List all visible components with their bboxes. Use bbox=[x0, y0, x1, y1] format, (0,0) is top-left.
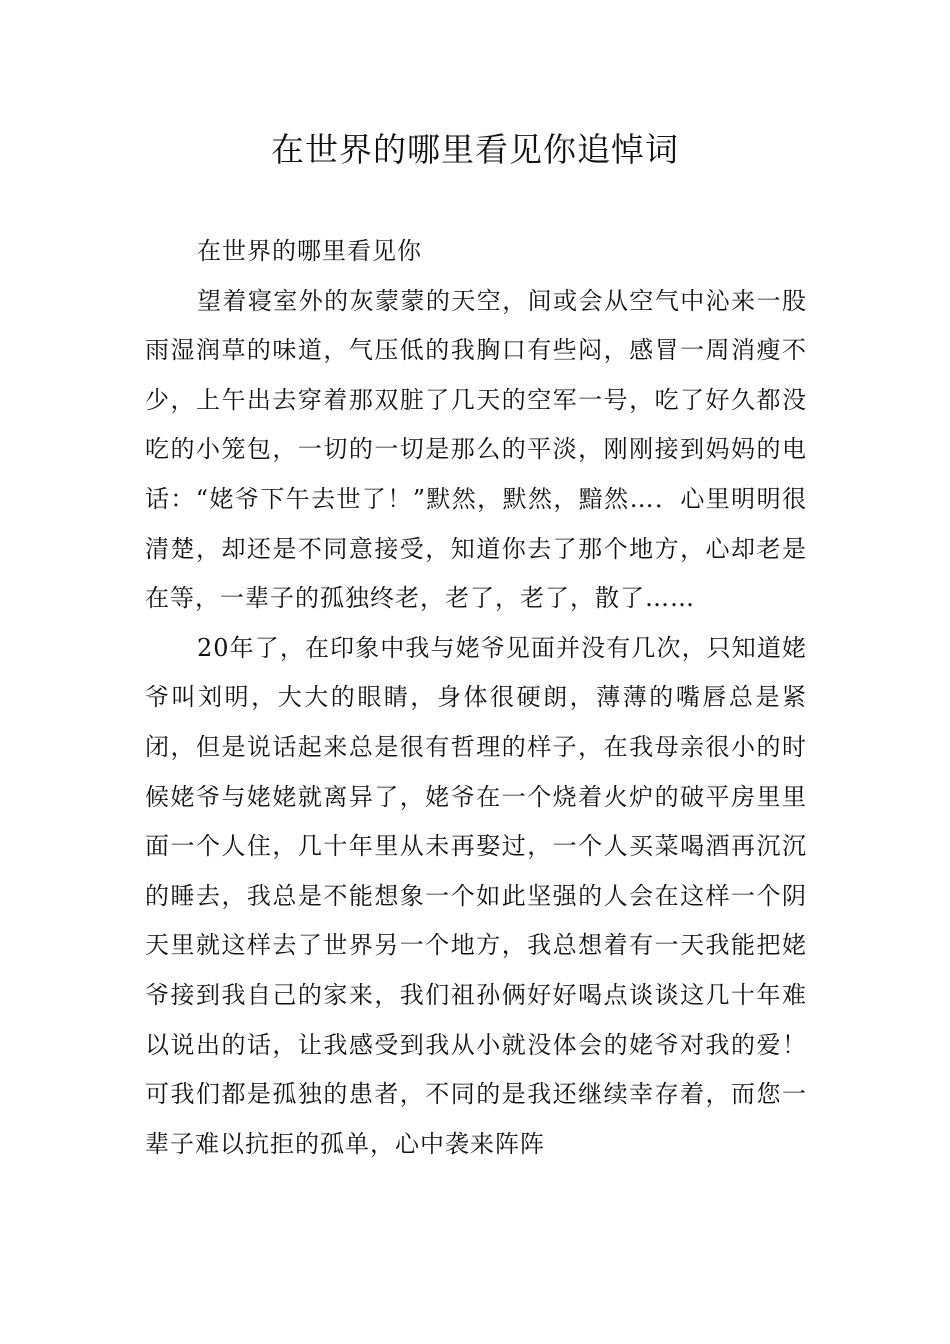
document-body bbox=[145, 227, 807, 1169]
paragraph-subtitle: 在世界的哪里看见你 bbox=[197, 237, 422, 265]
paragraph-1: 望着寝室外的灰蒙蒙的天空，间或会从空气中沁来一股雨湿润草的味道，气压低的我胸口有些闷，感冒一周消瘦不少，上午出去穿着那双脏了几天的空军一号，吃了好久都没吃的小笼包，一切的一切是那么的平淡，刚刚接到妈妈的电话：“姥爷下午去世了！”默然，默然，黯然…．心里明明很清楚，却还是不同意接受，知道你去了那个地方，心却老是在等，一辈子的孤独终老，老了，老了，散了…… bbox=[145, 286, 807, 613]
document-title: 在世界的哪里看见你追悼词 bbox=[271, 130, 679, 169]
paragraph-2: 20年了，在印象中我与姥爷见面并没有几次，只知道姥爷叫刘明，大大的眼睛，身体很硬朗，薄薄的嘴唇总是紧闭，但是说话起来总是很有哲理的样子，在我母亲很小的时候姥爷与姥姥就离异了，姥爷在一个烧着火炉的破平房里里面一个人住，几十年里从未再娶过，一个人买菜喝酒再沉沉的睡去，我总是不能想象一个如此坚强的人会在这样一个阴天里就这样去了世界另一个地方，我总想着有一天我能把姥爷接到我自己的家来，我们祖孙俩好好喝点谈谈这几十年难以说出的话，让我感受到我从小就没体会的姥爷对我的爱！可我们都是孤独的患者，不同的是我还继续幸存着，而您一辈子难以抗拒的孤单，心中袭来阵阵 bbox=[145, 633, 807, 1158]
